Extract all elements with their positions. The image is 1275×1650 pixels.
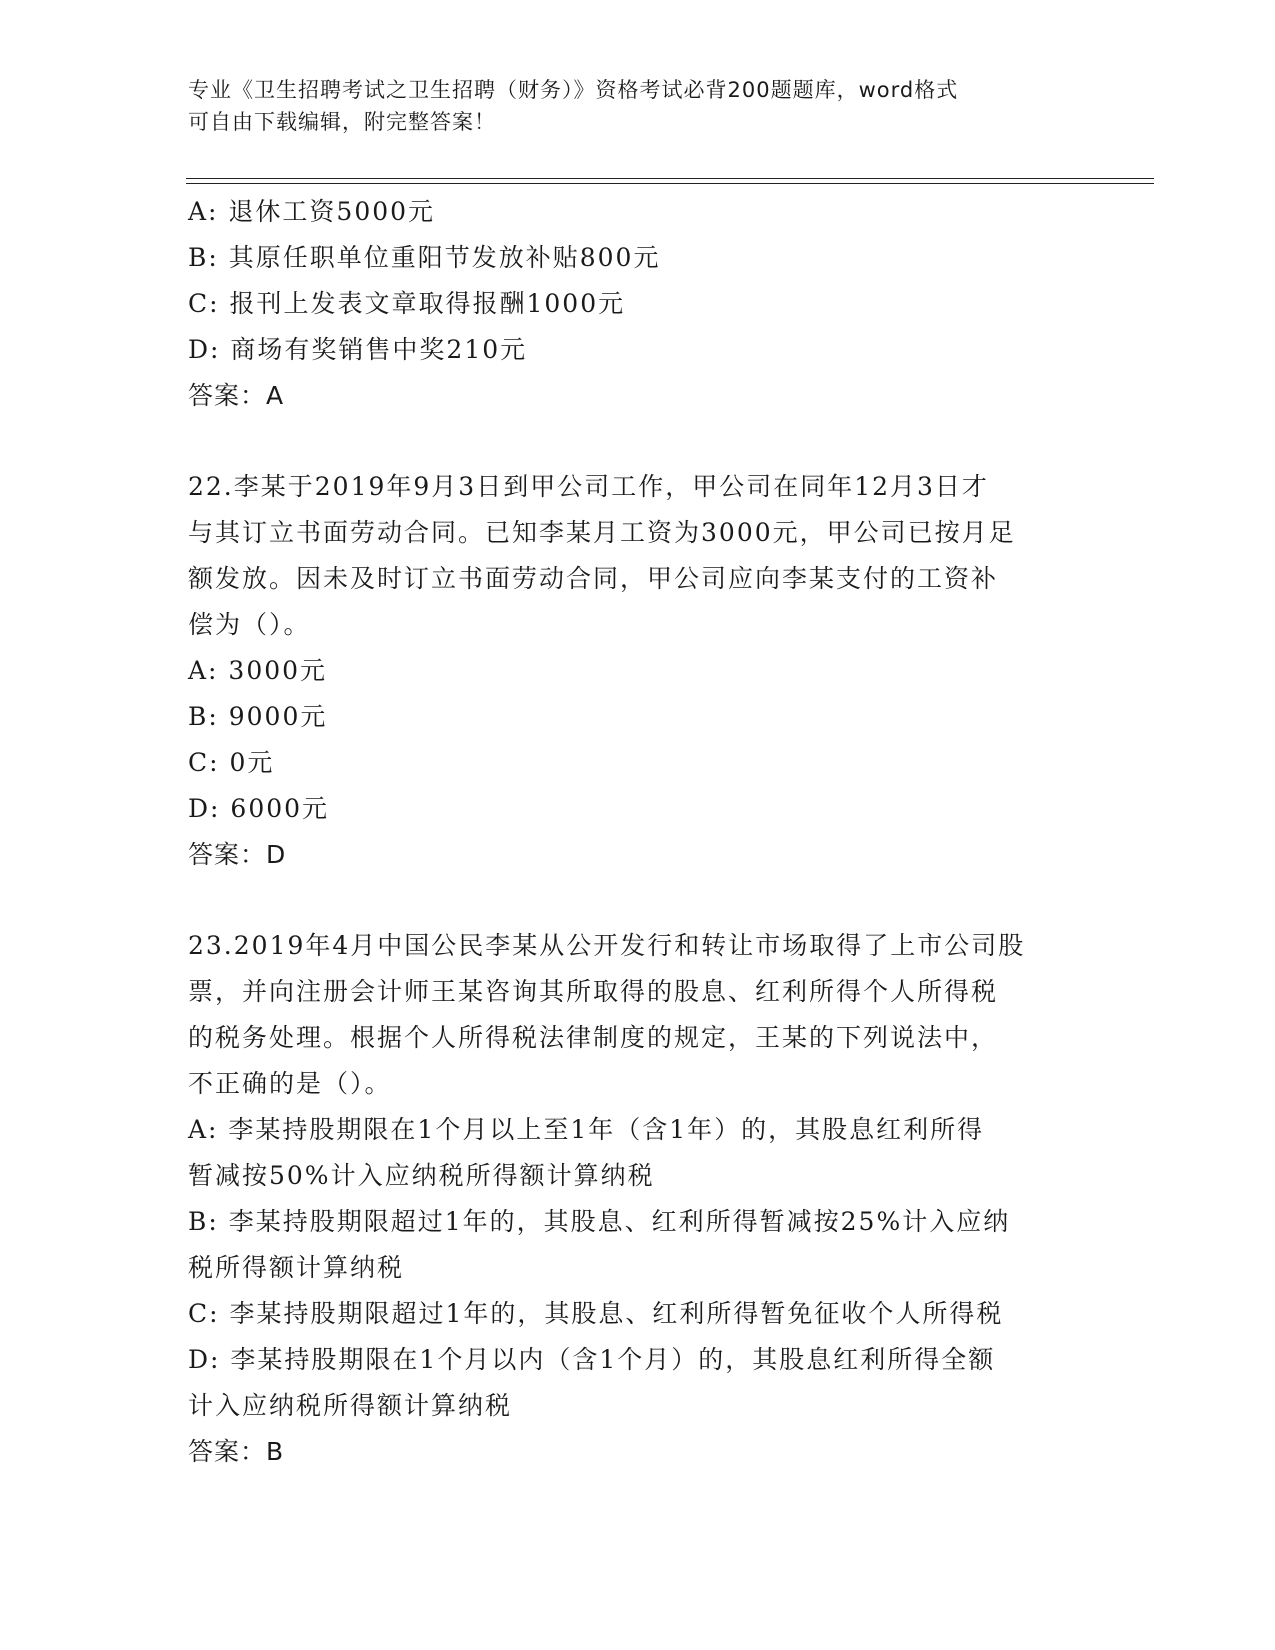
option-d-continued: 计入应纳税所得额计算纳税 <box>188 1391 513 1420</box>
option-c: C: 0元 <box>188 748 275 777</box>
option-d: D: 李某持股期限在1个月以内（含1个月）的，其股息红利所得全额 <box>188 1345 996 1374</box>
option-b: B: 李某持股期限超过1年的，其股息、红利所得暂减按25%计入应纳 <box>188 1207 1011 1236</box>
answer: 答案：B <box>188 1437 285 1466</box>
question-stem-line: 额发放。因未及时订立书面劳动合同，甲公司应向李某支付的工资补 <box>188 564 999 593</box>
option-a: A: 退休工资5000元 <box>188 197 436 226</box>
option-a-continued: 暂减按50%计入应纳税所得额计算纳税 <box>188 1161 655 1190</box>
question-stem-line: 不正确的是（）。 <box>188 1069 392 1098</box>
answer: 答案：A <box>188 381 285 410</box>
question-stem-line: 与其订立书面劳动合同。已知李某月工资为3000元，甲公司已按月足 <box>188 518 1016 547</box>
document-body <box>188 189 1088 1475</box>
header-divider <box>186 178 1154 179</box>
option-d: D: 商场有奖销售中奖210元 <box>188 335 528 364</box>
question-block-previous <box>188 189 1088 419</box>
option-b-continued: 税所得额计算纳税 <box>188 1253 405 1282</box>
header-line: 专业《卫生招聘考试之卫生招聘（财务）》资格考试必背200题题库，word格式 <box>188 78 959 102</box>
question-stem-line: 的税务处理。根据个人所得税法律制度的规定，王某的下列说法中， <box>188 1023 999 1052</box>
question-block-22 <box>188 464 1088 878</box>
option-b: B: 其原任职单位重阳节发放补贴800元 <box>188 243 661 272</box>
option-c: C: 李某持股期限超过1年的，其股息、红利所得暂免征收个人所得税 <box>188 1299 1004 1328</box>
option-a: A: 李某持股期限在1个月以上至1年（含1年）的，其股息红利所得 <box>188 1115 985 1144</box>
option-d: D: 6000元 <box>188 794 330 823</box>
header-line: 可自由下载编辑，附完整答案！ <box>188 110 496 134</box>
option-a: A: 3000元 <box>188 656 328 685</box>
question-block-23 <box>188 923 1088 1475</box>
spacer <box>188 878 1088 923</box>
answer: 答案：D <box>188 840 287 869</box>
option-b: B: 9000元 <box>188 702 328 731</box>
question-stem-line: 偿为（）。 <box>188 610 311 639</box>
option-c: C: 报刊上发表文章取得报酬1000元 <box>188 289 626 318</box>
spacer <box>188 419 1088 464</box>
question-stem-line: 22.李某于2019年9月3日到甲公司工作，甲公司在同年12月3日才 <box>188 472 989 501</box>
document-header <box>188 74 1068 138</box>
question-stem-line: 票，并向注册会计师王某咨询其所取得的股息、红利所得个人所得税 <box>188 977 999 1006</box>
question-stem-line: 23.2019年4月中国公民李某从公开发行和转让市场取得了上市公司股 <box>188 931 1026 960</box>
header-divider <box>186 183 1154 184</box>
